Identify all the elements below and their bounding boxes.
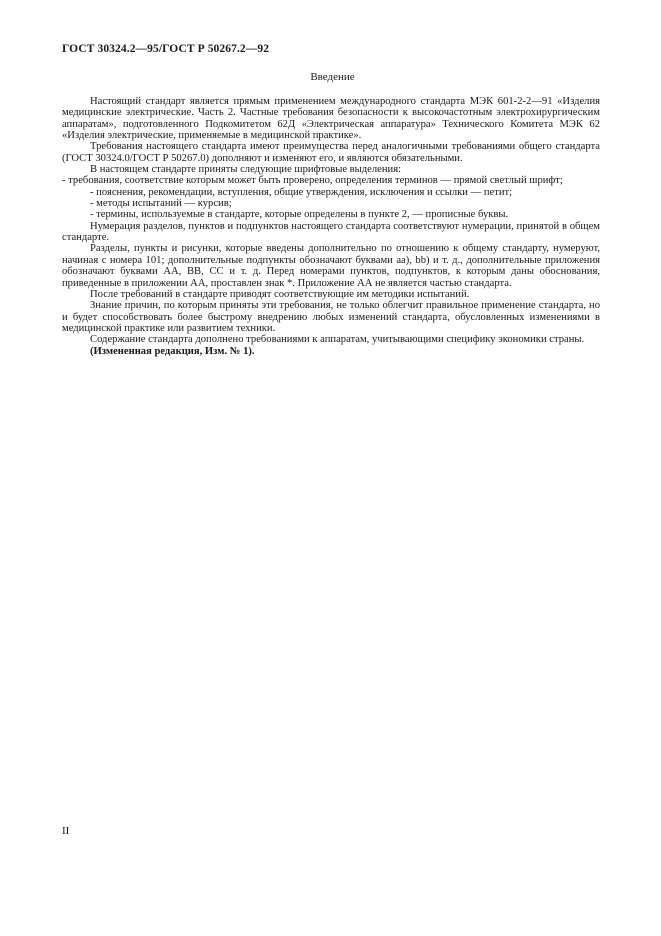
section-title: Введение xyxy=(310,71,355,83)
list-item-explanations: - пояснения, рекомендации, вступления, общие утверждения, исключения и ссылки — петит; xyxy=(90,186,513,198)
list-item-requirements: - требования, соответствие которым может быть проверено, определения терминов — прямой светлый шрифт; xyxy=(62,175,563,187)
document-code-header: ГОСТ 30324.2—95/ГОСТ Р 50267.2—92 xyxy=(62,43,270,55)
paragraph-priority: Требования настоящего стандарта имеют преимущества перед аналогичными требованиями общего стандарта (ГОСТ 30324.0/ГОСТ Р 50267.0) дополняют и изменяют его, и являются обязательными. xyxy=(62,141,600,164)
paragraph-economy: Содержание стандарта дополнено требованиями к аппаратам, учитывающими специфику экономики страны. xyxy=(90,334,585,346)
amendment-note: (Измененная редакция, Изм. № 1). xyxy=(90,345,255,357)
list-item-test-methods: - методы испытаний — курсив; xyxy=(90,198,232,210)
page-number: II xyxy=(62,825,70,837)
paragraph-additional-sections: Разделы, пункты и рисунки, которые введены дополнительно по отношению к общему стандарту, нумеруют, начиная с номера 101; дополнительные подпункты обозначают буквами аа), bb) и т. д., дополнительные приложения обозначают буквами АА, ВВ, СС и т. д. Перед номерами пунктов, подпунктов, к которым даны обоснования, приведенные в приложении АА, проставлен знак *. Приложение АА не является частью стандарта. xyxy=(62,243,600,289)
introduction-body xyxy=(62,96,600,357)
paragraph-font-conventions: В настоящем стандарте приняты следующие шрифтовые выделения: xyxy=(90,164,402,176)
list-item-terms: - термины, используемые в стандарте, которые определены в пункте 2, — прописные буквы. xyxy=(90,209,509,221)
paragraph-numbering: Нумерация разделов, пунктов и подпунктов настоящего стандарта соответствуют нумерации, принятой в общем стандарте. xyxy=(62,220,600,244)
paragraph-test-methods: После требований в стандарте приводят соответствующие им методики испытаний. xyxy=(90,288,470,300)
paragraph-scope: Настоящий стандарт является прямым применением международного стандарта МЭК 601-2-2—91 «Изделия медицинские электрические. Часть 2. Частные требования безопасности к высокочастотным электрохирургическим аппаратам», подготовленного Подкомитетом 62Д «Электрическая аппаратура» Технического Комитета МЭК 62 «Изделия электрические, применяемые в медицинской практике». xyxy=(62,96,600,142)
paragraph-rationale: Знание причин, по которым приняты эти требования, не только облегчит правильное применение стандарта, но и будет способствовать более быстрому внедрению любых изменений стандарта, обусловленных изменениями в медицинской практике или развитием техники. xyxy=(62,300,600,334)
